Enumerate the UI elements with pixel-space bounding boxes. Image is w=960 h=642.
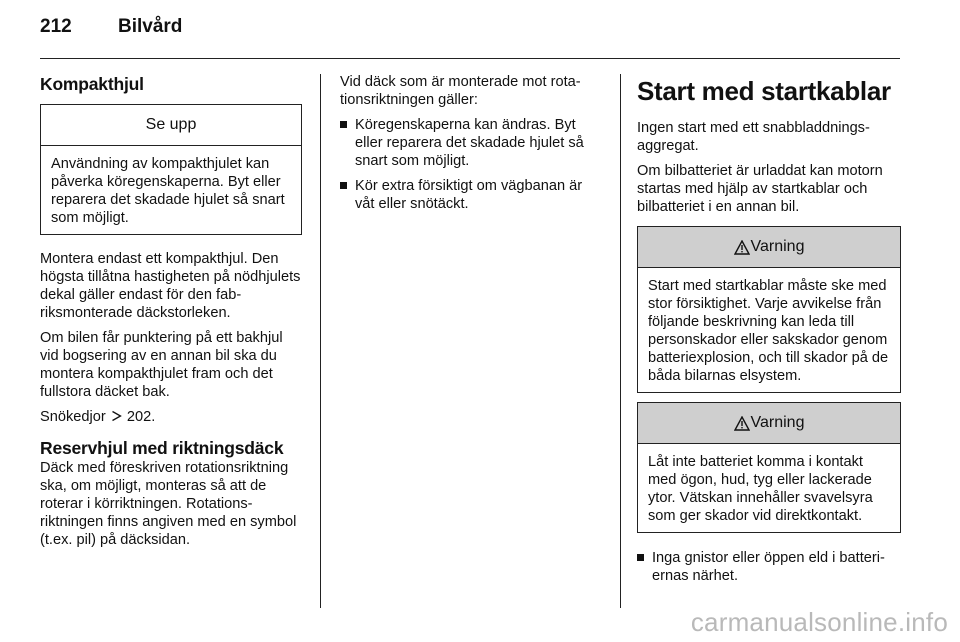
cross-reference-page: 202. [126,409,156,425]
caution-title: Se upp [41,105,301,146]
warning-header [638,403,900,444]
caution-box [40,104,302,235]
paragraph: Ingen start med ett snabbladdningsaggregat. [637,120,870,154]
page-reference-arrow-icon [111,410,122,422]
bullet-square-icon [340,182,347,189]
paragraph: Montera endast ett kompakthjul. Den högsta tillåtna hastigheten på nödhjulets dekal gäller endast för den fabriksmonterade däckstorleken. [40,251,301,321]
caution-text: Användning av kompakthjulet kan påverka köregenskaperna. Byt eller reparera det skadade hjulet så snart som möjligt. [51,156,285,226]
bullet-square-icon [340,121,347,128]
warning-box [637,402,901,533]
page-header [40,16,900,46]
bullet-list [637,549,901,585]
section-heading-reservhjul: Reservhjul med riktningsdäck [40,438,284,458]
warning-text: Start med startkablar måste ske med stor försiktighet. Varje avvikelse från följande beskrivning kan leda till personskador eller sakskador genom batteriexplosion, och till skador på de båda bilarnas elsystem. [648,278,889,384]
section-heading-startkablar: Start med startkablar [637,76,891,106]
chapter-title: Bilvård [118,16,183,37]
page-number: 212 [40,16,72,37]
warning-title: Varning [750,414,805,431]
column-divider [320,74,321,608]
paragraph: Vid däck som är monterade mot rotationsriktningen gäller: [340,74,581,108]
cross-reference-text: Snökedjor [40,409,106,425]
warning-box [637,226,901,393]
header-rule [40,58,900,59]
list-item: Kör extra försiktigt om vägbanan är våt eller snötäckt. [340,177,602,213]
column-divider [620,74,621,608]
paragraph: Om bilen får punktering på ett bakhjul vid bogsering av en annan bil ska du montera kompakthjulet fram och det fullstora däcket bak. [40,330,283,400]
bullet-square-icon [637,554,644,561]
warning-icon [734,240,750,255]
bullet-list [340,116,602,213]
watermark-text: carmanualsonline.info [690,607,948,637]
column-1 [40,73,302,556]
section-heading-kompakthjul: Kompakthjul [40,74,144,94]
column-2 [340,73,602,220]
column-3 [637,73,901,592]
paragraph: Däck med föreskriven rotationsriktning ska, om möjligt, monteras så att de roterar i körriktningen. Rotationsriktningen finns angiven med en symbol (t.ex. pil) på däcksidan. [40,460,297,548]
warning-title: Varning [750,238,805,255]
list-item: Köregenskaperna kan ändras. Byt eller reparera det skadade hjulet så snart som möjligt. [340,116,602,170]
cross-reference[interactable] [40,408,302,426]
list-item: Inga gnistor eller öppen eld i batteriernas närhet. [637,549,901,585]
paragraph: Om bilbatteriet är urladdat kan motorn startas med hjälp av startkablar och bilbatteriet i en annan bil. [637,163,883,215]
warning-header [638,227,900,268]
warning-icon [734,416,750,431]
warning-text: Låt inte batteriet komma i kontakt med ögon, hud, tyg eller lackerade ytor. Vätskan innehåller svavelsyra som ger skador vid direktkontakt. [648,454,873,524]
